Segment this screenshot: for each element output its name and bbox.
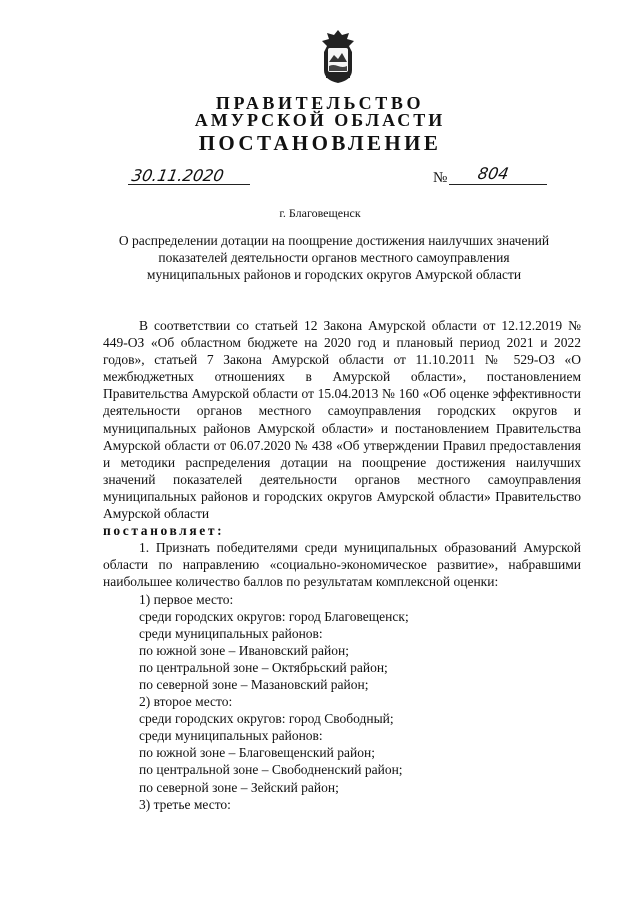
number-label: № — [433, 170, 448, 186]
coat-of-arms-emblem — [316, 28, 360, 84]
document-body — [103, 317, 581, 813]
list-item: по южной зоне – Благовещенский район; — [139, 745, 375, 761]
document-number: 804 — [476, 164, 511, 183]
region-heading: АМУРСКОЙ ОБЛАСТИ — [194, 110, 446, 130]
winners-list — [103, 591, 581, 813]
list-item: по центральной зоне – Свободненский район; — [139, 762, 403, 778]
list-item: по северной зоне – Мазановский район; — [139, 676, 369, 692]
list-item: по северной зоне – Зейский район; — [139, 779, 339, 795]
list-item: среди городских округов: город Благовещенск; — [139, 608, 409, 624]
document-date: 30.11.2020 — [130, 166, 226, 185]
list-item: среди муниципальных районов: — [139, 728, 323, 744]
list-item: среди муниципальных районов: — [139, 625, 323, 641]
city-label: г. Благовещенск — [279, 206, 361, 220]
document-type-heading: ПОСТАНОВЛЕНИЕ — [198, 131, 442, 155]
list-item: по южной зоне – Ивановский район; — [139, 642, 349, 658]
list-item: 2) второе место: — [139, 694, 233, 710]
document-title: О распределении дотации на поощрение достижения наилучших значений показателей деятельности органов местного самоуправления муниципальных районов и городских округов Амурской области — [118, 233, 550, 282]
date-underline — [128, 184, 250, 185]
preamble-paragraph: В соответствии со статьей 12 Закона Амурской области от 12.12.2019 № 449-ОЗ «Об областном бюджете на 2020 год и плановый период 2021 и 2022 годов», статьей 7 Закона Амурской области от 11.10.2011 № 529-ОЗ «О межбюджетных отношениях в Амурской области», постановлением Правительства Амурской области от 15.04.2013 № 160 «Об оценке эффективности деятельности органов местного самоуправления городских округов и муниципальных районов Амурской области» и постановлением Правительства Амурской области от 06.07.2020 № 438 «Об утверждении Правил предоставления и методики распределения дотации на поощрение достижения наилучших значений показателей деятельности органов местного самоуправления муниципальных районов и городских округов Амурской области» Правительство Амурской области — [103, 318, 581, 522]
list-item: по центральной зоне – Октябрьский район; — [139, 659, 388, 675]
list-item: 3) третье место: — [139, 796, 231, 812]
government-heading: ПРАВИТЕЛЬСТВО — [215, 93, 425, 113]
resolves-label: постановляет: — [103, 523, 225, 539]
list-item: 1) первое место: — [139, 591, 234, 607]
list-item: среди городских округов: город Свободный; — [139, 711, 394, 727]
number-underline — [449, 184, 547, 185]
item-1-paragraph: 1. Признать победителями среди муниципальных образований Амурской области по направлению «социально-экономическое развитие», набравшими наибольшее количество баллов по результатам комплексной оценки: — [103, 540, 581, 590]
